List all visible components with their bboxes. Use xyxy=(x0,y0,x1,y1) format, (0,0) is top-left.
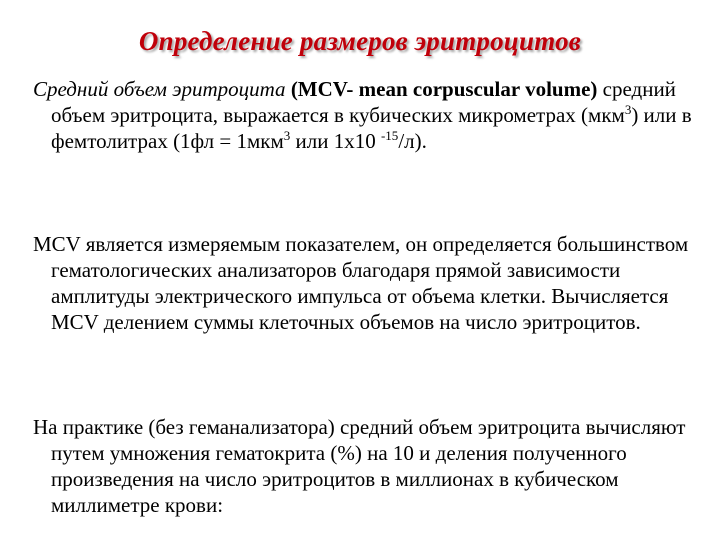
paragraph-mcv-measurement: MCV является измеряемым показателем, он определяется большинством гематологических анализаторов благодаря прямой зависимости амплитуды электрического импульса от объема клетки. Вычисляется MCV делением суммы клеточных объемов на число эритроцитов. xyxy=(33,232,689,334)
slide-title: Определение размеров эритроцитов xyxy=(138,26,582,56)
term-mean-volume: Средний объем эритроцита xyxy=(33,77,286,101)
definition-text-a: средний объем эритроцита, выражается в кубических микрометрах (мкм xyxy=(51,77,676,127)
superscript-3-b: 3 xyxy=(283,128,291,143)
paragraph-mcv-definition xyxy=(33,76,720,154)
superscript-3-a: 3 xyxy=(624,102,632,117)
definition-text-c: или 1x10 xyxy=(290,129,381,153)
mcv-abbreviation: (MCV- mean corpuscular volume) xyxy=(290,77,598,101)
definition-text-d: /л). xyxy=(398,129,427,153)
paragraph-manual-calculation: На практике (без геманализатора) средний объем эритроцита вычисляют путем умножения гематокрита (%) на 10 и деления полученного произведения на число эритроцитов в миллионах в кубическом миллиметре крови: xyxy=(33,415,686,517)
definition-text-b: ) или в фемтолитрах (1фл = 1мкм xyxy=(51,103,692,153)
superscript-minus-15: -15 xyxy=(380,128,399,143)
